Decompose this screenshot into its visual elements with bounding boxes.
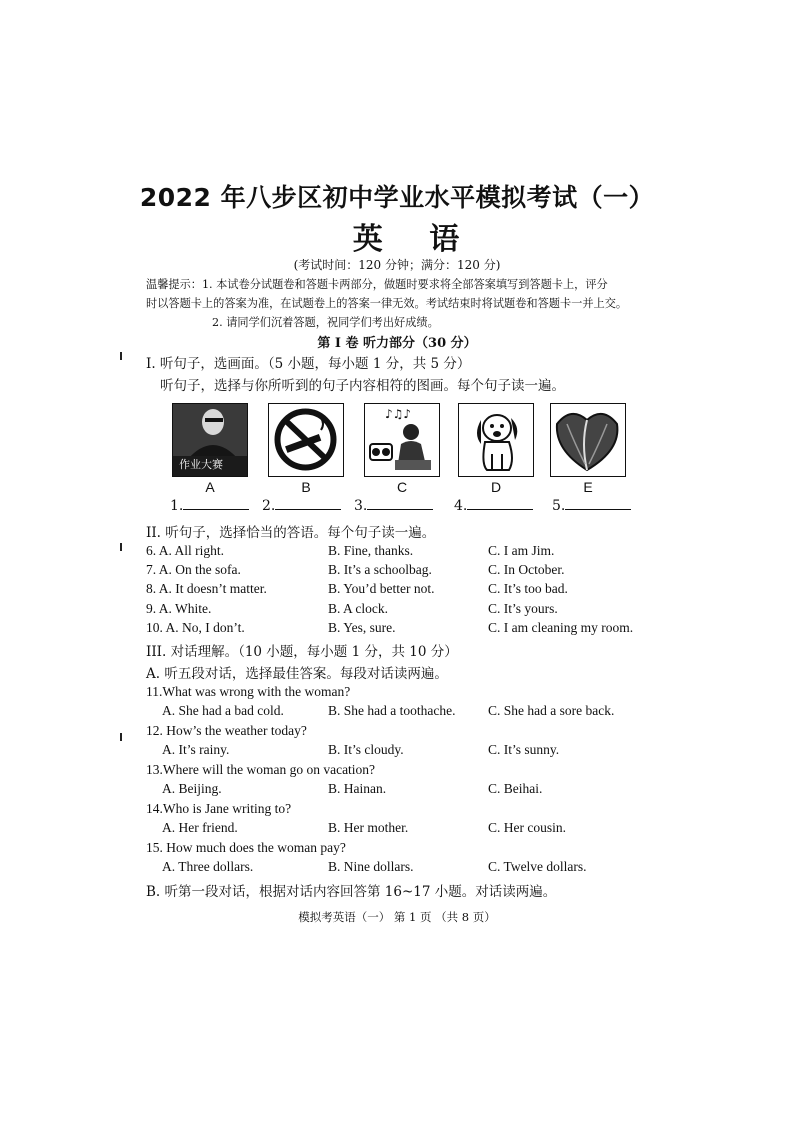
picture-d — [458, 403, 534, 477]
svg-text:♪♫♪: ♪♫♪ — [385, 407, 412, 421]
picture-e — [550, 403, 626, 477]
exam-info: (考试时间：120 分钟；满分：120 分) — [293, 258, 501, 272]
cabbage-icon — [551, 404, 624, 475]
question-14-option-a: A. Her friend. — [162, 820, 238, 835]
picture-c — [364, 403, 440, 477]
notice-line-2: 时以答题卡上的答案为准，在试题卷上的答案一律无效。考试结束时将试题卷和答题卡一并上交。 — [146, 297, 628, 310]
question-6-option-c: C. I am Jim. — [488, 543, 555, 558]
question-12-option-c: C. It’s sunny. — [488, 742, 560, 757]
question-8: 8. A. It doesn’t matter. — [146, 581, 267, 596]
picture-label-d: D — [490, 479, 502, 495]
question-12-option-b: B. It’s cloudy. — [328, 742, 404, 757]
subject-title: 英 语 — [352, 222, 478, 257]
answer-blank-5[interactable]: 5. — [552, 495, 631, 514]
no-smoking-icon — [269, 404, 342, 475]
answer-blank-3[interactable]: 3. — [354, 495, 433, 514]
question-9-option-b: B. A clock. — [328, 601, 388, 616]
question-14-option-c: C. Her cousin. — [488, 820, 566, 835]
dog-icon — [459, 404, 532, 475]
section1-instruction: 听句子，选择与你所听到的句子内容相符的图画。每个句子读一遍。 — [160, 378, 565, 394]
exam-title: 2022 年八步区初中学业水平模拟考试（一） — [139, 183, 655, 212]
question-13: 13.Where will the woman go on vacation? — [146, 762, 376, 777]
girl-music-icon — [365, 404, 438, 475]
picture-a — [172, 403, 248, 477]
picture-label-b: B — [301, 479, 311, 495]
picture-a-caption: 作业大赛 — [179, 458, 223, 471]
question-8-option-b: B. You’d better not. — [328, 581, 435, 596]
part1-title: 第 I 卷 听力部分（30 分） — [317, 336, 477, 351]
section3-part-a: A. 听五段对话，选择最佳答案。每段对话读两遍。 — [146, 666, 448, 682]
picture-b — [268, 403, 344, 477]
question-12: 12. How’s the weather today? — [146, 723, 307, 738]
picture-label-c: C — [396, 479, 408, 495]
margin-mark — [120, 733, 122, 741]
question-15-option-b: B. Nine dollars. — [328, 859, 414, 874]
question-14-option-b: B. Her mother. — [328, 820, 409, 835]
question-8-option-c: C. It’s too bad. — [488, 581, 568, 596]
question-9-option-c: C. It’s yours. — [488, 601, 558, 616]
question-15: 15. How much does the woman pay? — [146, 840, 346, 855]
picture-label-e: E — [583, 479, 593, 495]
margin-mark — [120, 352, 122, 360]
question-6: 6. A. All right. — [146, 543, 225, 558]
question-10: 10. A. No, I don’t. — [146, 620, 245, 635]
notice-line-1: 温馨提示：1. 本试卷分试题卷和答题卡两部分，做题时要求将全部答案填写到答题卡上，评分 — [146, 278, 608, 291]
question-11: 11.What was wrong with the woman? — [146, 684, 351, 699]
notice-line-3: 2. 请同学们沉着答题，祝同学们考出好成绩。 — [212, 316, 439, 329]
section2-heading: II. 听句子，选择恰当的答语。每个句子读一遍。 — [146, 525, 436, 541]
question-9: 9. A. White. — [146, 601, 212, 616]
question-11-option-b: B. She had a toothache. — [328, 703, 456, 718]
question-13-option-b: B. Hainan. — [328, 781, 387, 796]
question-11-option-c: C. She had a sore back. — [488, 703, 615, 718]
question-10-option-c: C. I am cleaning my room. — [488, 620, 634, 635]
question-15-option-a: A. Three dollars. — [162, 859, 254, 874]
section3-heading: III. 对话理解。（10 小题，每小题 1 分，共 10 分） — [146, 644, 458, 660]
question-15-option-c: C. Twelve dollars. — [488, 859, 587, 874]
picture-label-a: A — [205, 479, 215, 495]
question-13-option-c: C. Beihai. — [488, 781, 543, 796]
question-7-option-c: C. In October. — [488, 562, 565, 577]
answer-blank-1[interactable]: 1. — [170, 495, 249, 514]
section1-heading: I. 听句子，选画面。（5 小题，每小题 1 分，共 5 分） — [146, 356, 471, 372]
question-13-option-a: A. Beijing. — [162, 781, 222, 796]
question-11-option-a: A. She had a bad cold. — [162, 703, 284, 718]
section3-part-b: B. 听第一段对话，根据对话内容回答第 16~17 小题。对话读两遍。 — [146, 884, 557, 900]
answer-blank-4[interactable]: 4. — [454, 495, 533, 514]
page-footer: 模拟考英语（一） 第 1 页 （共 8 页） — [298, 910, 496, 924]
question-6-option-b: B. Fine, thanks. — [328, 543, 414, 558]
answer-blank-2[interactable]: 2. — [262, 495, 341, 514]
margin-mark — [120, 543, 122, 551]
question-14: 14.Who is Jane writing to? — [146, 801, 292, 816]
question-12-option-a: A. It’s rainy. — [162, 742, 230, 757]
question-7: 7. A. On the sofa. — [146, 562, 241, 577]
question-7-option-b: B. It’s a schoolbag. — [328, 562, 432, 577]
question-10-option-b: B. Yes, sure. — [328, 620, 396, 635]
